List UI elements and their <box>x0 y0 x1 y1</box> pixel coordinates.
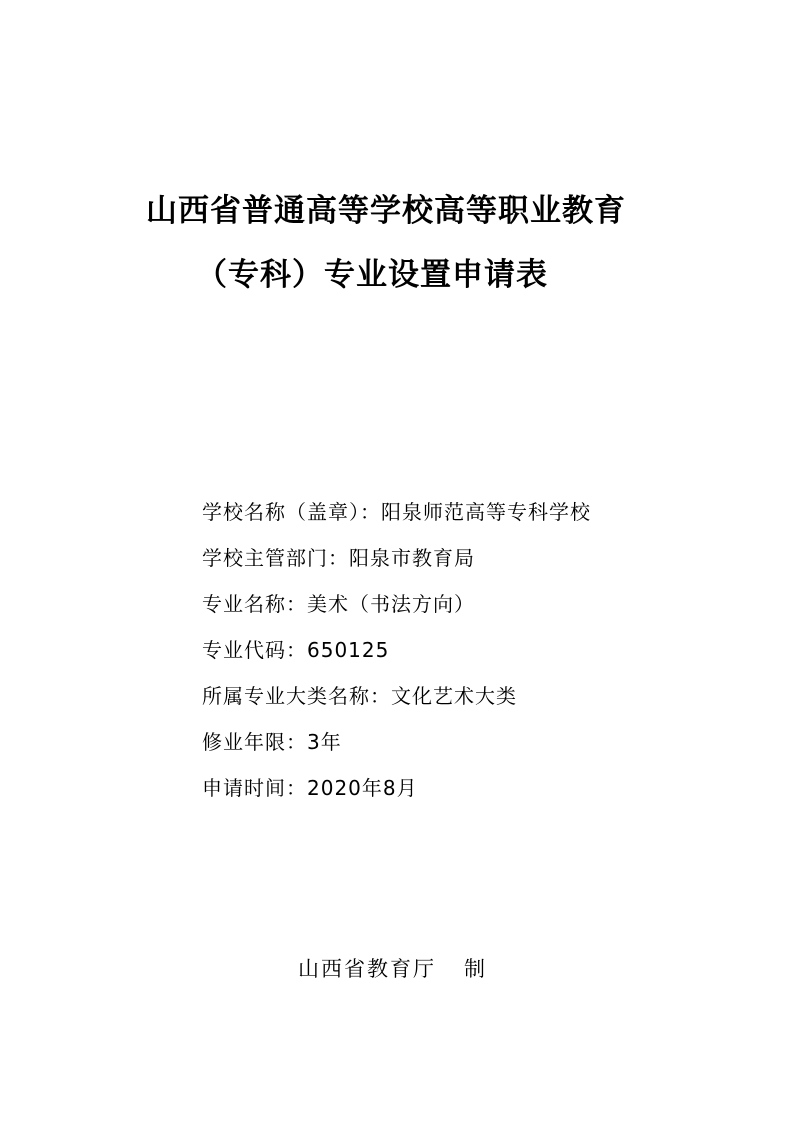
issuer-footer <box>298 953 487 983</box>
application-info-fields <box>202 497 591 819</box>
document-title-line-1: 山西省普通高等学校高等职业教育 <box>146 193 626 229</box>
field-school-name: 学校名称（盖章）：阳泉师范高等专科学校 <box>202 500 591 524</box>
issuer-name: 山西省教育厅 <box>298 957 436 981</box>
field-study-duration: 修业年限：3年 <box>202 730 342 754</box>
field-application-date: 申请时间：2020年8月 <box>202 776 418 800</box>
document-title-line-2: （专科）专业设置申请表 <box>196 257 548 293</box>
field-supervising-department: 学校主管部门：阳泉市教育局 <box>202 546 475 570</box>
issuer-suffix: 制 <box>464 957 487 981</box>
field-major-category: 所属专业大类名称：文化艺术大类 <box>202 684 517 708</box>
field-major-code: 专业代码：650125 <box>202 638 390 662</box>
field-major-name: 专业名称：美术（书法方向） <box>202 592 475 616</box>
